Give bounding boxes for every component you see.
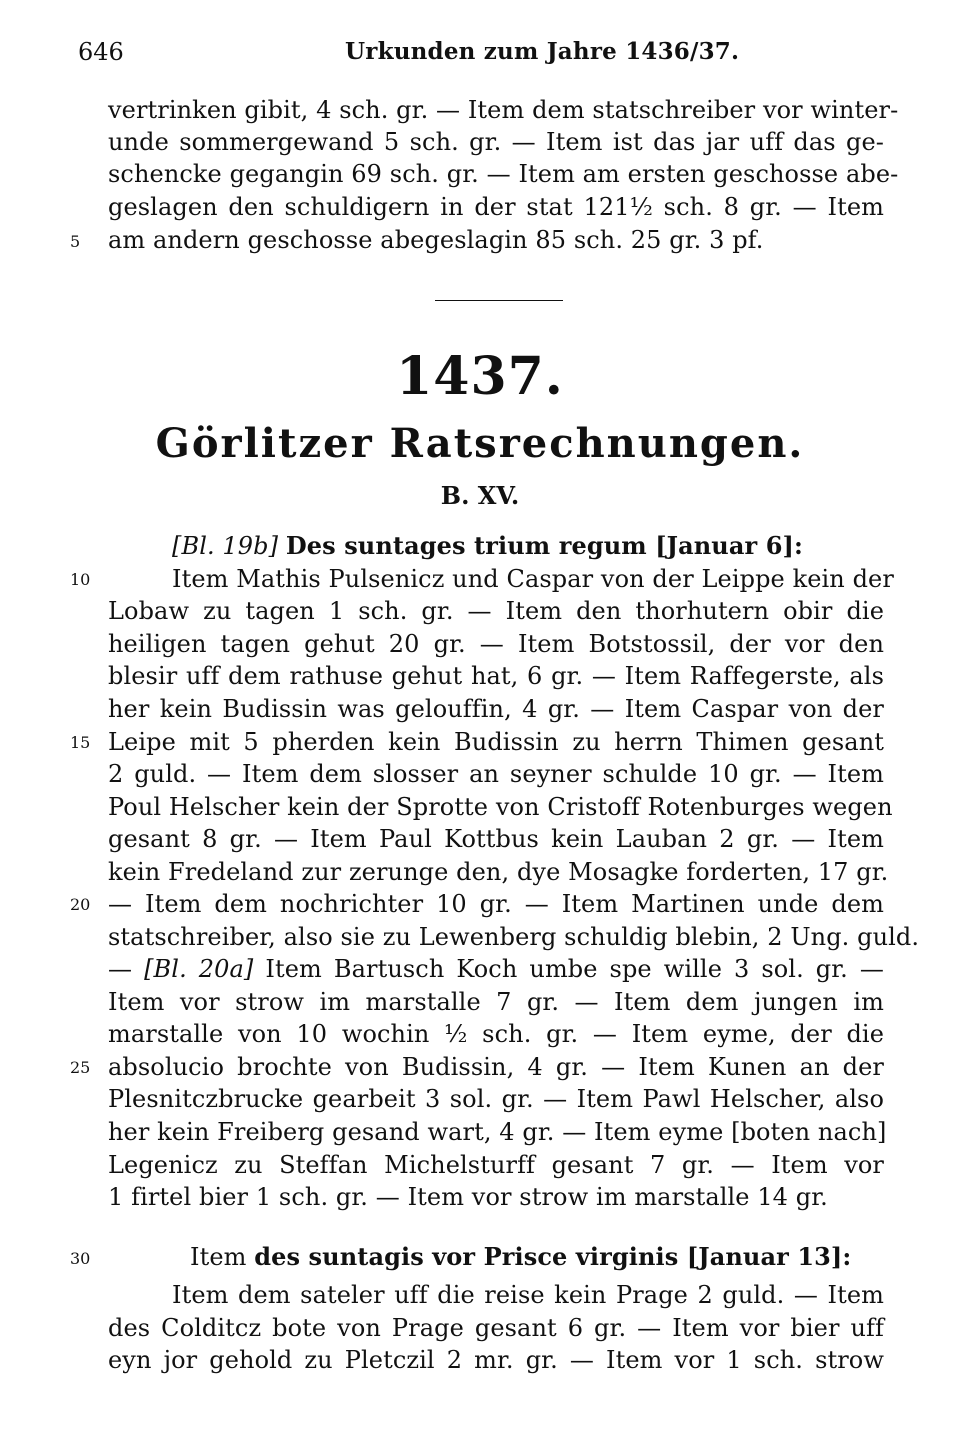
folio-reference: [Bl. 20a] [144, 955, 254, 983]
line-number: 10 [70, 570, 91, 589]
text-line: schencke gegangin 69 sch. gr. — Item am ersten geschosse abe- [108, 160, 899, 188]
line-number: 30 [70, 1249, 91, 1268]
line-text: Item Bartusch Koch umbe spe wille 3 sol. gr. — [265, 955, 884, 983]
text-line: kein Fredeland zur zerunge den, dye Mosagke forderten, 17 gr. [108, 858, 889, 886]
text-line: Item Mathis Pulsenicz und Caspar von der Leippe kein der [172, 565, 894, 593]
document-title: Görlitzer Ratsrechnungen. [155, 420, 805, 467]
text-line: her kein Budissin was gelouffin, 4 gr. — Item Caspar von der [108, 695, 884, 723]
section-divider [435, 300, 563, 301]
text-line: 1 firtel bier 1 sch. gr. — Item vor strow im marstalle 14 gr. [108, 1183, 828, 1211]
text-line: her kein Freiberg gesand wart, 4 gr. — Item eyme [boten nach] [108, 1118, 887, 1146]
line-number: 25 [70, 1058, 91, 1077]
text-line: Item dem sateler uff die reise kein Prage 2 guld. — Item [172, 1281, 884, 1309]
volume-reference: B. XV. [440, 481, 520, 510]
text-line: Legenicz zu Steffan Michelsturff gesant 7 gr. — Item vor [108, 1151, 884, 1179]
text-line: des Colditcz bote von Prage gesant 6 gr. — Item vor bier uff [108, 1314, 884, 1342]
text-line: gesant 8 gr. — Item Paul Kottbus kein Lauban 2 gr. — Item [108, 825, 884, 853]
text-line: Item vor strow im marstalle 7 gr. — Item dem jungen im [108, 988, 884, 1016]
text-line: absolucio brochte von Budissin, 4 gr. — Item Kunen an der [108, 1053, 884, 1081]
line-number: 5 [70, 232, 81, 251]
entry-heading [172, 530, 884, 562]
text-line [108, 953, 884, 985]
text-line: vertrinken gibit, 4 sch. gr. — Item dem statschreiber vor winter- [108, 96, 899, 124]
running-head: Urkunden zum Jahre 1436/37. [345, 38, 740, 65]
heading-text: des suntagis vor Prisce virginis [Januar 13]: [254, 1242, 852, 1271]
text-line: geslagen den schuldigern in der stat 121½ sch. 8 gr. — Item [108, 193, 884, 221]
text-line: Lobaw zu tagen 1 sch. gr. — Item den thorhutern obir die [108, 597, 884, 625]
folio-reference: [Bl. 19b] [172, 532, 279, 560]
text-line: unde sommergewand 5 sch. gr. — Item ist das jar uff das ge- [108, 128, 884, 156]
text-line: marstalle von 10 wochin ½ sch. gr. — Item eyme, der die [108, 1020, 884, 1048]
text-line: statschreiber, also sie zu Lewenberg schuldig blebin, 2 Ung. guld. [108, 923, 920, 951]
text-line: heiligen tagen gehut 20 gr. — Item Botstossil, der vor den [108, 630, 884, 658]
page-number: 646 [78, 38, 124, 66]
text-line: 2 guld. — Item dem slosser an seyner schulde 10 gr. — Item [108, 760, 884, 788]
line-number: 15 [70, 733, 91, 752]
entry-heading [190, 1241, 884, 1273]
text-line: — Item dem nochrichter 10 gr. — Item Martinen unde dem [108, 890, 884, 918]
heading-prefix: Item [190, 1243, 247, 1271]
year-heading: 1437. [396, 346, 564, 407]
heading-text: Des suntages trium regum [Januar 6]: [285, 531, 803, 560]
text-line: blesir uff dem rathuse gehut hat, 6 gr. — Item Raffegerste, als [108, 662, 884, 690]
text-line: eyn jor gehold zu Pletczil 2 mr. gr. — Item vor 1 sch. strow [108, 1346, 884, 1374]
text-line: Poul Helscher kein der Sprotte von Cristoff Rotenburges wegen [108, 793, 893, 821]
dash: — [108, 955, 133, 983]
text-line: Plesnitczbrucke gearbeit 3 sol. gr. — Item Pawl Helscher, also [108, 1085, 884, 1113]
line-number: 20 [70, 895, 91, 914]
text-line: Leipe mit 5 pherden kein Budissin zu herrn Thimen gesant [108, 728, 884, 756]
text-line: am andern geschosse abegeslagin 85 sch. 25 gr. 3 pf. [108, 226, 764, 254]
